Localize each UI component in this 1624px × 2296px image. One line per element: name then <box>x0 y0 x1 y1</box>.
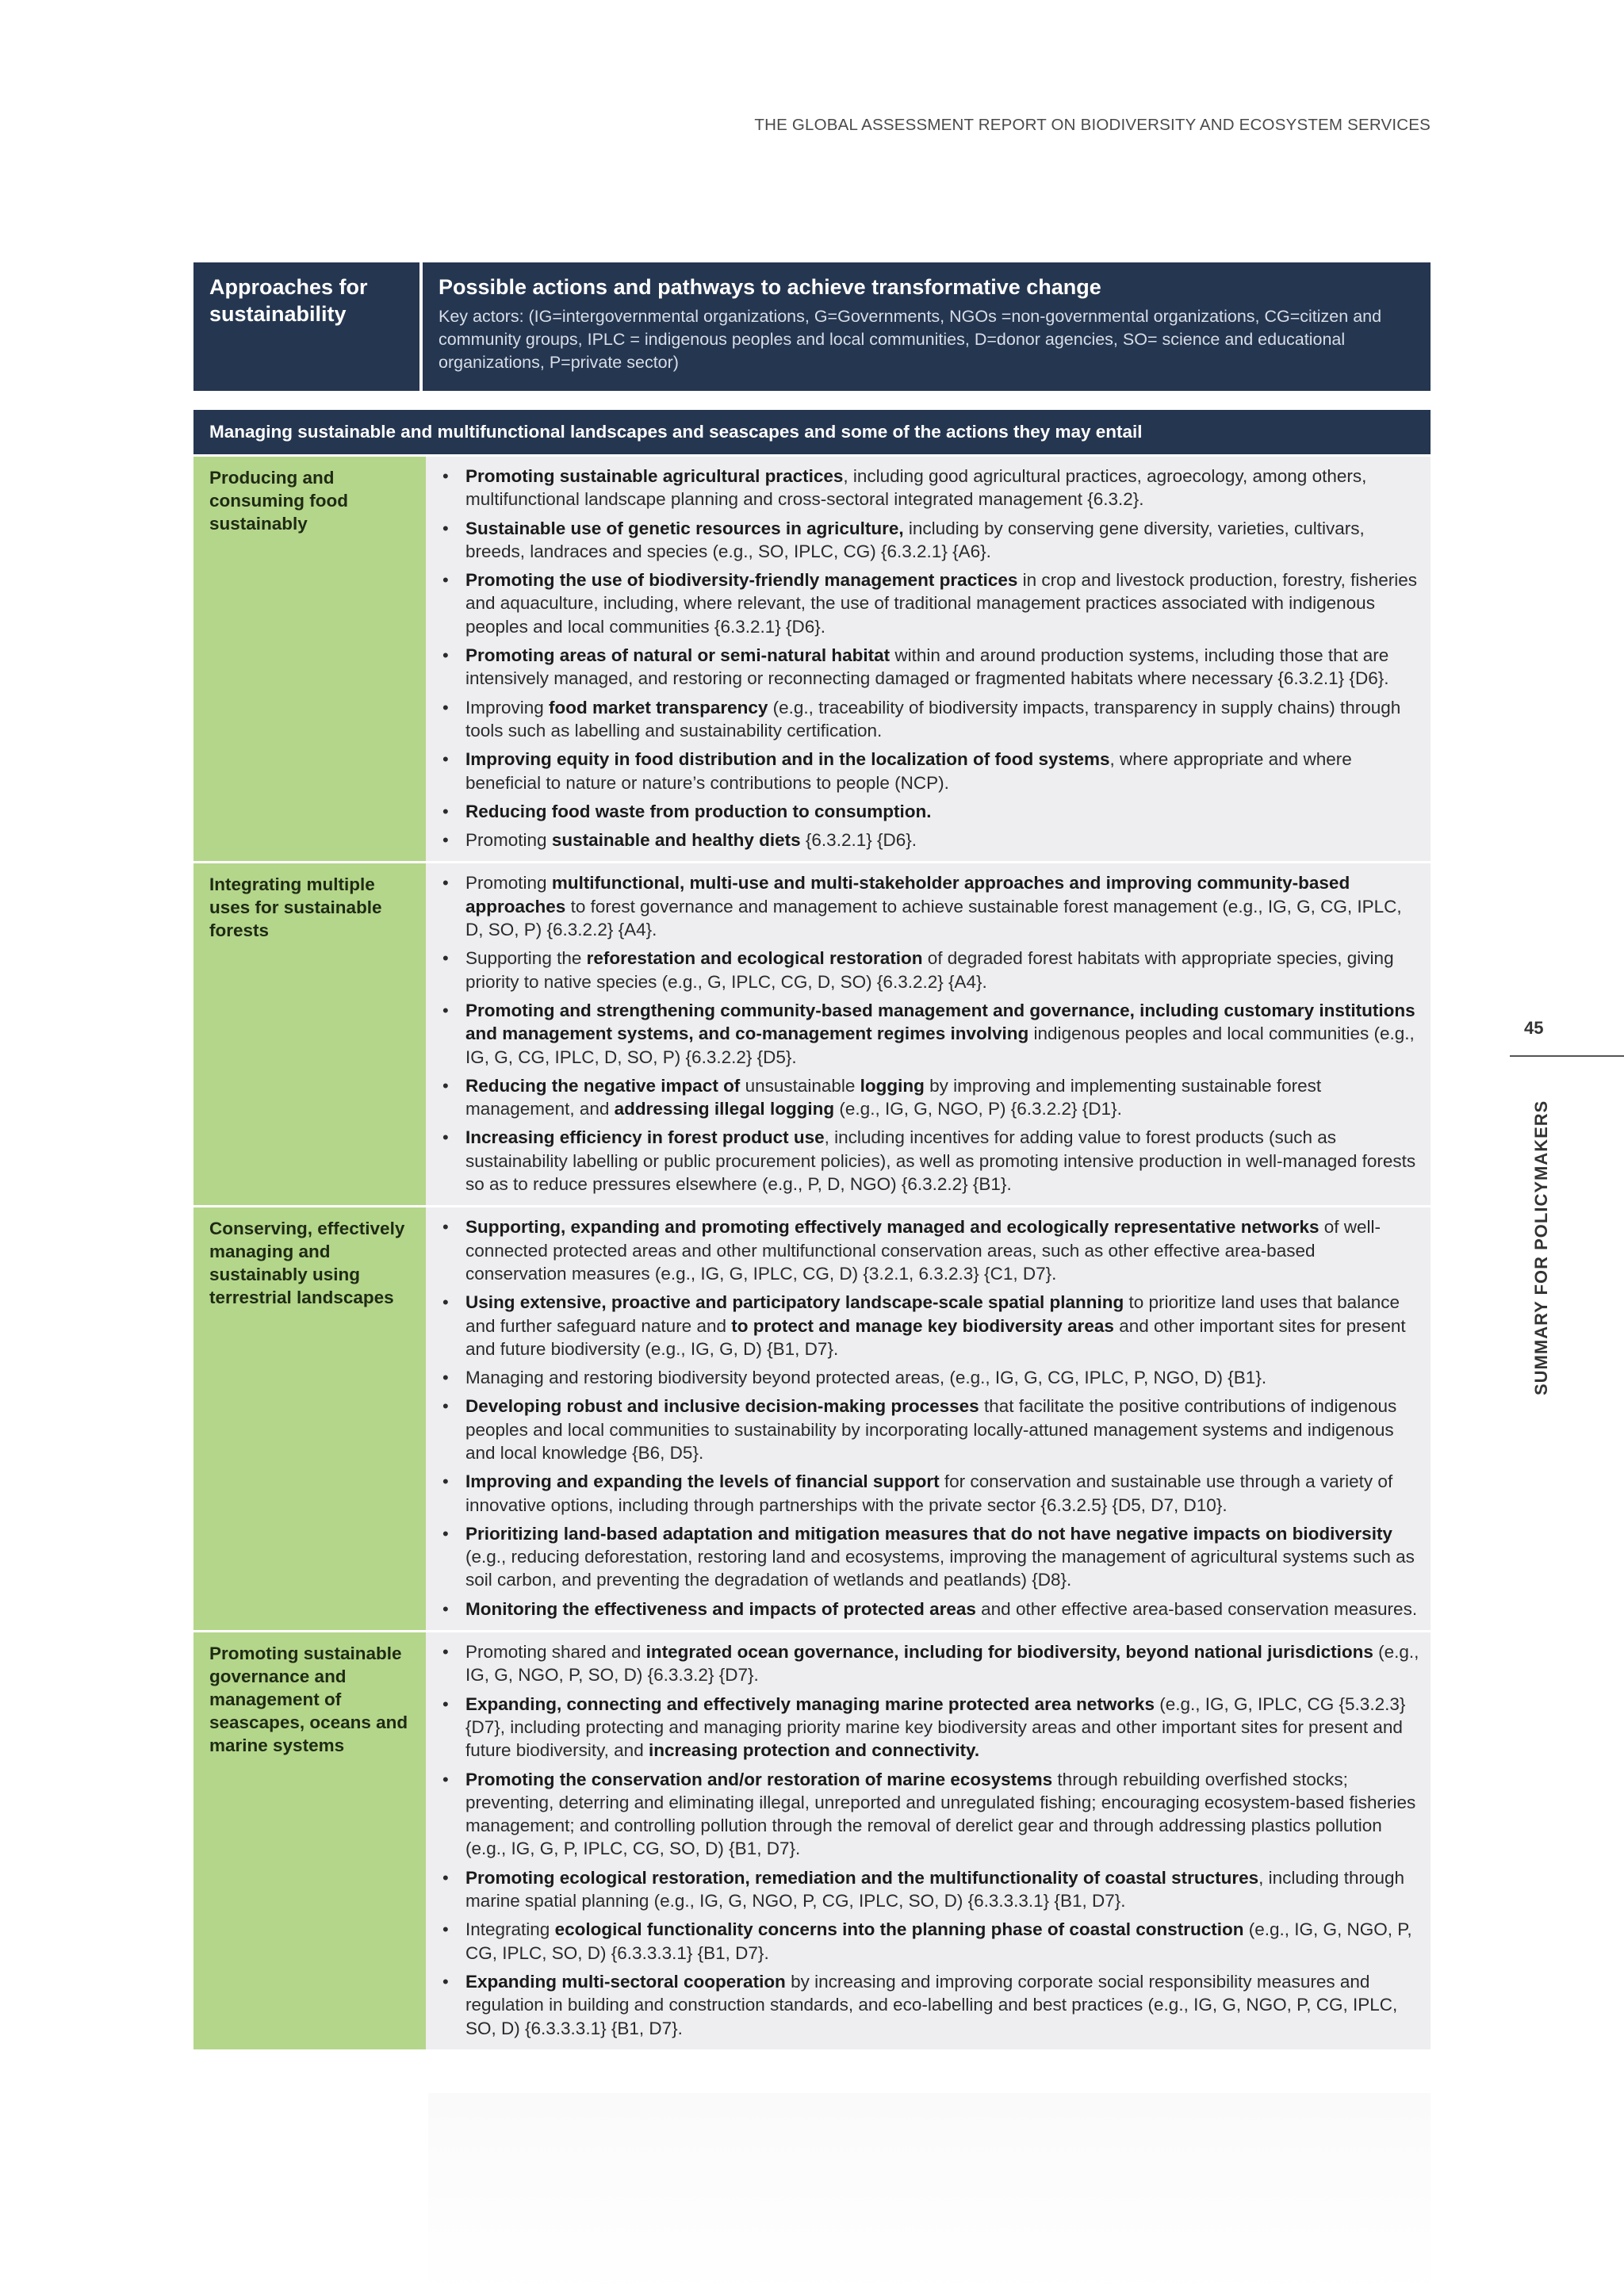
header-actions <box>423 262 1431 391</box>
actions-list <box>439 871 1419 1196</box>
emphasis-text: Reducing the negative impact of <box>465 1075 741 1096</box>
body-text: , including incentives for adding value to forest products (such as sustainability labelling or public procurement policies), as well as promoting intensive production in well-managed forests so as to reduce pressures elsewhere (e.g., P, D, NGO) {6.3.2.2} {B1}. <box>465 1127 1416 1195</box>
list-item <box>439 800 1419 823</box>
header-approaches: Approaches for sustainability <box>193 262 423 391</box>
approach-label: Promoting sustainable governance and management of seascapes, oceans and marine systems <box>193 1632 426 2049</box>
body-text: that facilitate the positive contributions of indigenous peoples and local communities to sustainability by incorporating locally-attuned management systems and indigenous and local knowledge {B6, D5}. <box>465 1396 1397 1463</box>
emphasis-text: Developing robust and inclusive decision-making processes <box>465 1396 979 1417</box>
body-text: Promoting shared and <box>465 1642 646 1663</box>
header-key-actors: Key actors: (IG=intergovernmental organizations, G=Governments, NGOs =non-governmental organizations, CG=citizen and community groups, IPLC = indigenous peoples and local communities, D=donor agencies, SO= science and educational organizations, P=private sector) <box>439 307 1382 372</box>
emphasis-text: to protect and manage key biodiversity areas <box>731 1315 1114 1336</box>
actions-cell <box>426 863 1431 1205</box>
list-item <box>439 1598 1419 1621</box>
emphasis-text: Improving equity in food distribution and in the localization of food systems <box>465 749 1110 770</box>
body-text: and other important sites for present and future biodiversity (e.g., IG, G, D) {B1, D7}. <box>465 1315 1406 1359</box>
body-text: (e.g., IG, G, NGO, P, SO, D) {6.3.3.2} {D7}. <box>465 1642 1419 1686</box>
list-item <box>439 947 1419 993</box>
body-text: , including through marine spatial planning (e.g., IG, G, NGO, P, CG, IPLC, SO, D) {6.3.3.3.1} {B1, D7}. <box>465 1867 1405 1911</box>
list-item <box>439 1074 1419 1121</box>
body-text: indigenous peoples and local communities (e.g., IG, G, CG, IPLC, D, SO, P) {6.3.2.2} {D5}. <box>465 1024 1415 1067</box>
list-item <box>439 1126 1419 1196</box>
body-text: including by conserving gene diversity, varieties, cultivars, breeds, landraces and species (e.g., SO, IPLC, CG) {6.3.2.1} {A6}. <box>465 518 1365 561</box>
emphasis-text: sustainable and healthy diets <box>551 830 801 851</box>
emphasis-text: multifunctional, multi-use and multi-stakeholder approaches and improving community-based approaches <box>465 873 1350 916</box>
list-item <box>439 1522 1419 1592</box>
emphasis-text: Monitoring the effectiveness and impacts of protected areas <box>465 1598 976 1619</box>
emphasis-text: Using extensive, proactive and participatory landscape-scale spatial planning <box>465 1292 1124 1313</box>
list-item <box>439 1970 1419 2040</box>
body-text: Promoting <box>465 873 552 894</box>
body-text: Supporting the <box>465 948 587 969</box>
body-text: within and around production systems, including those that are intensively managed, and restoring or reconnecting damaged or fragmented habitats where necessary {6.3.2.1} {D6}. <box>465 645 1389 689</box>
emphasis-text: increasing protection and connectivity. <box>648 1740 980 1761</box>
body-text: Integrating <box>465 1919 555 1940</box>
side-divider <box>1510 1055 1624 1057</box>
body-text: , where appropriate and where beneficial to nature or nature’s contributions to people (NCP). <box>465 749 1352 793</box>
body-text: in crop and livestock production, forestry, fisheries and aquaculture, including, where relevant, the use of traditional management practices associated with indigenous peoples and local communities {6.3.2.1} {D6}. <box>465 570 1417 637</box>
emphasis-text: Promoting areas of natural or semi-natural habitat <box>465 645 891 666</box>
body-text: through rebuilding overfished stocks; preventing, deterring and eliminating illegal, unreported and unregulated fishing; encouraging ecosystem-based fisheries management; and controlling pollution through the removal of derelict gear and through addressing plastics pollution (e.g., IG, G, P, IPLC, CG, SO, D) {B1, D7}. <box>465 1769 1416 1859</box>
list-item <box>439 828 1419 851</box>
list-item <box>439 1768 1419 1861</box>
body-text: of well-connected protected areas and other multifunctional conservation areas, such as other effective area-based conservation measures (e.g., IG, G, IPLC, CG, D) {3.2.1, 6.3.2.3} {C1, D7}. <box>465 1217 1381 1284</box>
page-number: 45 <box>1524 1018 1544 1038</box>
table-header <box>193 262 1431 391</box>
table-row <box>193 1630 1431 2049</box>
body-text: by increasing and improving corporate social responsibility measures and regulation in building and construction standards, and eco-labelling and best practices (e.g., IG, G, NGO, P, CG, IPLC, SO, D) {6.3.3.3.1} {B1, D7}. <box>465 1971 1398 2038</box>
emphasis-text: integrated ocean governance, including for biodiversity, beyond national jurisdictions <box>645 1642 1373 1663</box>
list-item <box>439 871 1419 941</box>
actions-list <box>439 1215 1419 1621</box>
body-text: to forest governance and management to achieve sustainable forest management (e.g., IG, G, CG, IPLC, D, SO, P) {6.3.2.2} {A4}. <box>465 896 1402 940</box>
body-text: by improving and implementing sustainable forest management, and <box>465 1075 1322 1119</box>
list-item <box>439 1395 1419 1464</box>
list-item <box>439 696 1419 743</box>
emphasis-text: Expanding multi-sectoral cooperation <box>465 1971 786 1992</box>
table-row <box>193 861 1431 1205</box>
list-item <box>439 1215 1419 1285</box>
emphasis-text: reforestation and ecological restoration <box>586 948 923 969</box>
emphasis-text: Promoting the use of biodiversity-friendly management practices <box>465 570 1018 591</box>
body-text: of degraded forest habitats with appropriate species, giving priority to native species (e.g., G, IPLC, CG, D, SO) {6.3.2.2} {A4}. <box>465 948 1394 992</box>
emphasis-text: food market transparency <box>549 697 768 718</box>
list-item <box>439 1470 1419 1517</box>
body-text: (e.g., IG, G, NGO, P, CG, IPLC, SO, D) {6.3.3.3.1} {B1, D7}. <box>465 1919 1412 1963</box>
list-item <box>439 568 1419 638</box>
emphasis-text: Expanding, connecting and effectively managing marine protected area networks <box>465 1693 1155 1714</box>
approach-label: Conserving, effectively managing and sustainably using terrestrial landscapes <box>193 1207 426 1630</box>
list-item <box>439 999 1419 1069</box>
emphasis-text: Promoting and strengthening community-based management and governance, including customary institutions and management systems, and co-management regimes involving <box>465 1000 1415 1044</box>
body-text: for conservation and sustainable use through a variety of innovative options, including through partnerships with the private sector {6.3.2.5} {D5, D7, D10}. <box>465 1471 1393 1515</box>
header-actions-title: Possible actions and pathways to achieve transformative change <box>439 275 1101 299</box>
running-header: THE GLOBAL ASSESSMENT REPORT ON BIODIVERSITY AND ECOSYSTEM SERVICES <box>754 116 1431 134</box>
list-item <box>439 465 1419 511</box>
list-item <box>439 644 1419 691</box>
actions-list <box>439 465 1419 851</box>
body-text: (e.g., IG, G, NGO, P) {6.3.2.2} {D1}. <box>834 1099 1122 1119</box>
actions-table <box>193 262 1431 2049</box>
list-item <box>439 1866 1419 1913</box>
body-text: (e.g., IG, G, IPLC, CG {5.3.2.3} {D7}, including protecting and managing priority marine key biodiversity areas and other important sites for present and future biodiversity, and <box>465 1693 1406 1761</box>
list-item <box>439 1366 1419 1389</box>
emphasis-text: Promoting the conservation and/or restoration of marine ecosystems <box>465 1769 1053 1789</box>
body-text: {6.3.2.1} {D6}. <box>800 830 917 851</box>
body-text: (e.g., traceability of biodiversity impacts, transparency in supply chains) through tools such as labelling and sustainability certification. <box>465 697 1401 740</box>
list-item <box>439 1918 1419 1965</box>
list-item <box>439 748 1419 794</box>
body-text: and other effective area-based conservation measures. <box>975 1598 1418 1619</box>
emphasis-text: addressing illegal logging <box>614 1099 835 1119</box>
actions-list <box>439 1640 1419 2040</box>
list-item <box>439 517 1419 564</box>
actions-cell <box>426 1207 1431 1630</box>
emphasis-text: Reducing food waste from production to consumption. <box>465 801 932 821</box>
body-text: Promoting <box>465 830 552 851</box>
body-text: , including good agricultural practices, agroecology, among others, multifunctional landscape planning and cross-sectoral integrated management {6.3.2}. <box>465 466 1367 510</box>
emphasis-text: Promoting ecological restoration, remediation and the multifunctionality of coastal structures <box>465 1867 1259 1888</box>
approach-label: Integrating multiple uses for sustainable forests <box>193 863 426 1205</box>
body-text: to prioritize land uses that balance and further safeguard nature and <box>465 1292 1400 1336</box>
list-item <box>439 1640 1419 1687</box>
page-background-shade <box>428 2093 1431 2296</box>
emphasis-text: Increasing efficiency in forest product use <box>465 1127 825 1148</box>
table-body <box>193 454 1431 2049</box>
emphasis-text: Improving and expanding the levels of financial support <box>465 1471 940 1492</box>
body-text: (e.g., reducing deforestation, restoring land and ecosystems, improving the management of agricultural systems such as soil carbon, and preventing the degradation of wetlands and peatlands) {D8}. <box>465 1547 1415 1590</box>
body-text: unsustainable <box>740 1075 860 1096</box>
emphasis-text: Prioritizing land-based adaptation and mitigation measures that do not have negative impacts on biodiversity <box>465 1523 1392 1544</box>
list-item <box>439 1291 1419 1360</box>
emphasis-text: ecological functionality concerns into the planning phase of coastal construction <box>554 1919 1244 1940</box>
actions-cell <box>426 457 1431 861</box>
table-row <box>193 1205 1431 1630</box>
emphasis-text: Sustainable use of genetic resources in agriculture, <box>465 518 904 538</box>
emphasis-text: logging <box>860 1075 925 1096</box>
emphasis-text: Supporting, expanding and promoting effectively managed and ecologically representative networks <box>465 1217 1320 1238</box>
list-item <box>439 1693 1419 1762</box>
emphasis-text: Promoting sustainable agricultural practices <box>465 466 844 486</box>
body-text: Managing and restoring biodiversity beyond protected areas, (e.g., IG, G, CG, IPLC, P, NGO, D) {B1}. <box>465 1368 1267 1388</box>
side-section-label: SUMMARY FOR POLICYMAKERS <box>1531 1100 1551 1395</box>
body-text: Improving <box>465 697 550 718</box>
section-title: Managing sustainable and multifunctional landscapes and seascapes and some of the actions they may entail <box>193 410 1431 454</box>
approach-label: Producing and consuming food sustainably <box>193 457 426 861</box>
actions-cell <box>426 1632 1431 2049</box>
table-row <box>193 454 1431 861</box>
